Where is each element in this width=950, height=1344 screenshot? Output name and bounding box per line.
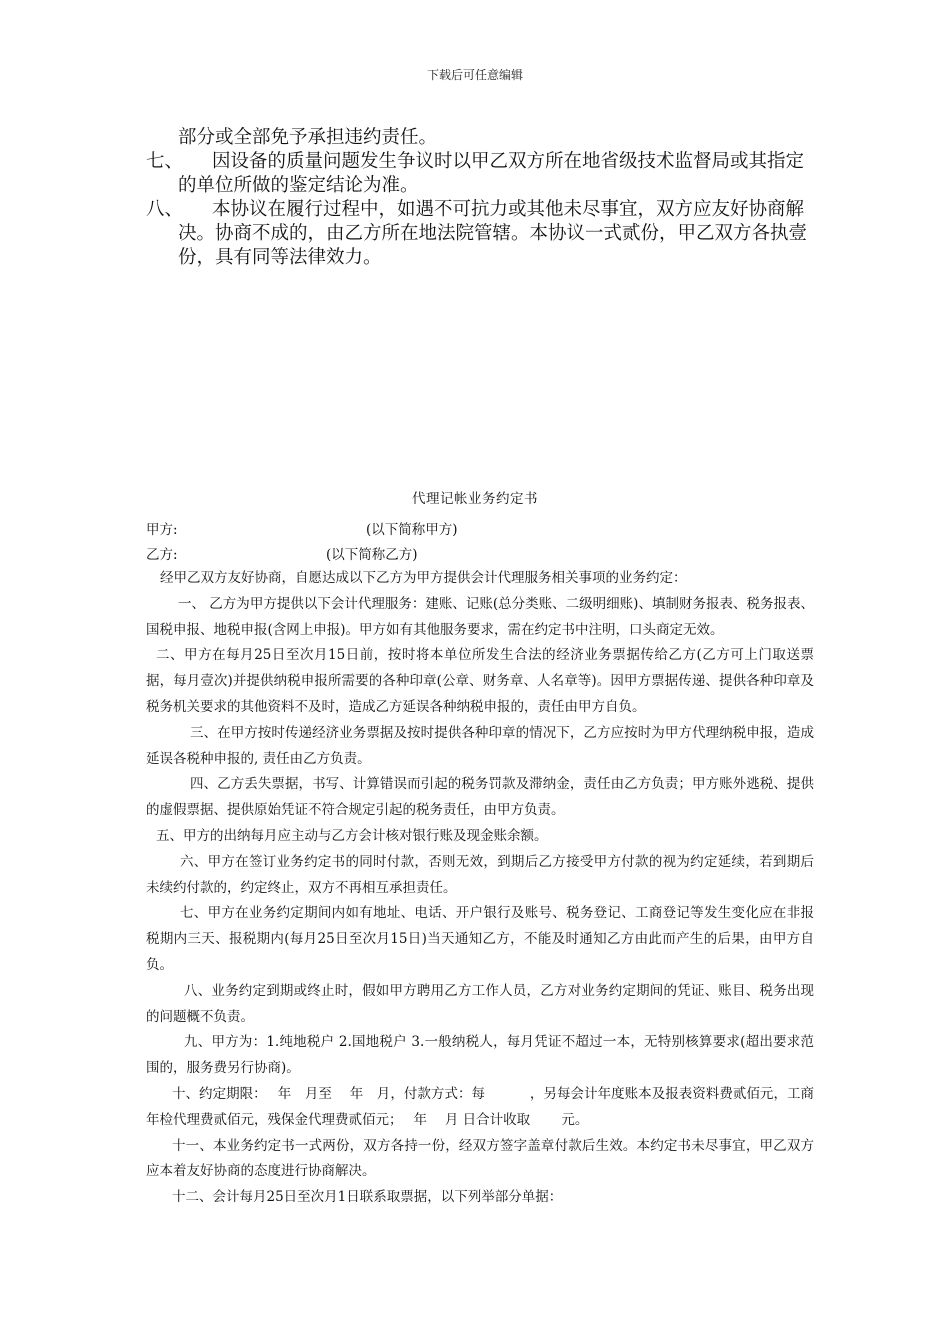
clause-paragraph-2: 二、甲方在每月25日至次月15日前，按时将本单位所发生合法的经济业务票据传给乙方(乙方可上门取送票据，每月壹次)并提供纳税申报所需要的各种印章(公章、财务章、人名章等)。因甲方票据传递、提供各种印章及税务机关要求的其他资料不及时，造成乙方延误各种纳税申报的，责任由甲方自负。 <box>146 647 814 715</box>
clause-text: 本协议在履行过程中，如遇不可抗力或其他未尽事宜，双方应友好协商解决。协商不成的，由乙方所在地法院管辖。本协议一式贰份，甲乙双方各执壹份，具有同等法律效力。 <box>178 199 808 268</box>
clause-paragraph-4: 四、乙方丢失票据，书写、计算错误而引起的税务罚款及滞纳金，责任由乙方负责；甲方账外逃税、提供的虚假票据、提供原始凭证不符合规定引起的税务责任，由甲方负责。 <box>146 776 814 819</box>
clause-paragraph-9: 九、甲方为：1.纯地税户 2.国地税户 3.一般纳税人，每月凭证不超过一本，无特别核算要求(超出要求范围的，服务费另行协商)。 <box>146 1034 814 1077</box>
continuation-line: 部分或全部免予承担违约责任。 <box>178 127 438 148</box>
clause-paragraph-3: 三、在甲方按时传递经济业务票据及按时提供各种印章的情况下，乙方应按时为甲方代理纳税申报，造成延误各税种申报的, 责任由乙方负责。 <box>146 724 814 767</box>
party-b-line <box>146 543 418 563</box>
clause-paragraph-7: 七、甲方在业务约定期间内如有地址、电话、开户银行及账号、税务登记、工商登记等发生变化应在非报税期内三天、报税期内(每月25日至次月15日)当天通知乙方，不能及时通知乙方由此而产生的后果，由甲方自负。 <box>146 905 814 973</box>
party-a-note: (以下简称甲方) <box>366 522 458 538</box>
agreement-title: 代理记帐业务约定书 <box>412 491 538 507</box>
intro-paragraph: 经甲乙双方友好协商，自愿达成以下乙方为甲方提供会计代理服务相关事项的业务约定： <box>160 570 687 586</box>
clause-paragraph-5: 五、甲方的出纳每月应主动与乙方会计核对银行账及现金账余额。 <box>156 827 548 844</box>
agreement-body <box>146 566 814 1211</box>
clause-number: 七、 <box>146 151 184 172</box>
clause-paragraph-12: 十二、会计每月25日至次月1日联系取票据，以下列举部分单据： <box>172 1189 563 1206</box>
clause-eight <box>146 198 818 270</box>
previous-contract-continuation <box>146 126 818 270</box>
clause-text: 因设备的质量问题发生争议时以甲乙双方所在地省级技术监督局或其指定的单位所做的鉴定结论为准。 <box>178 151 805 196</box>
clause-paragraph-1: 一、 乙方为甲方提供以下会计代理服务：建账、记账(总分类账、二级明细账)、填制财务报表、税务报表、国税申报、地税申报(含网上申报)。甲方如有其他服务要求，需在约定书中注明，口头商定无效。 <box>146 595 814 638</box>
clause-seven <box>146 150 818 198</box>
clause-number: 八、 <box>146 199 184 220</box>
clause-paragraph-8: 八、业务约定到期或终止时，假如甲方聘用乙方工作人员，乙方对业务约定期间的凭证、账目、税务出现的问题概不负责。 <box>146 982 814 1025</box>
clause-paragraph-6: 六、甲方在签订业务约定书的同时付款，否则无效，到期后乙方接受甲方付款的视为约定延续，若到期后未续约付款的，约定终止，双方不再相互承担责任。 <box>146 853 814 896</box>
clause-paragraph-11: 十一、本业务约定书一式两份，双方各持一份，经双方签字盖章付款后生效。本约定书未尽事宜，甲乙双方应本着友好协商的态度进行协商解决。 <box>146 1137 814 1180</box>
clause-paragraph-10: 十、约定期限： 年 月至 年 月，付款方式：每 ，另每会计年度账本及报表资料费贰佰元，工商年检代理费贰佰元，残保金代理费贰佰元； 年 月 日合计收取 元。 <box>146 1085 814 1128</box>
party-a-line <box>146 518 458 538</box>
party-b-label: 乙方: <box>146 547 178 563</box>
page-header: 下载后可任意编辑 <box>426 68 523 82</box>
party-a-label: 甲方: <box>146 522 178 538</box>
party-b-note: (以下简称乙方) <box>326 547 418 563</box>
